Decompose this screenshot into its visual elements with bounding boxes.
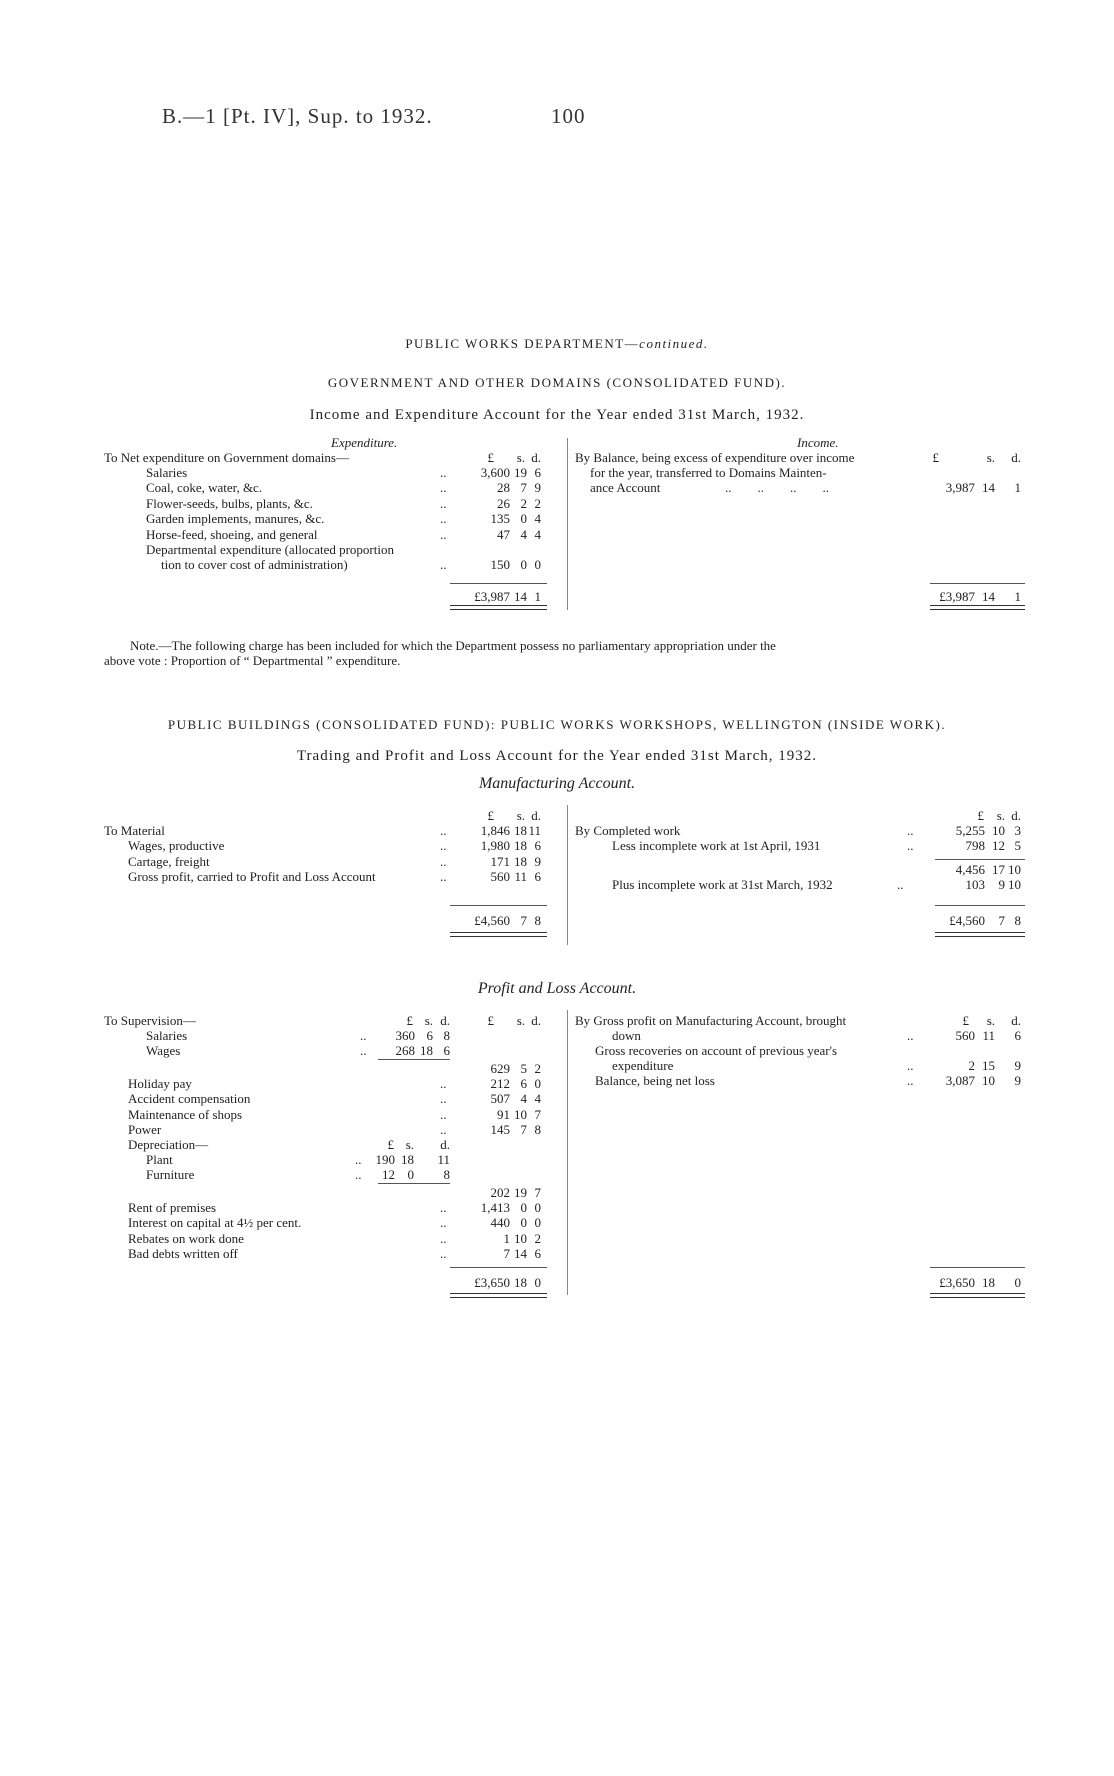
row-label: Wages, productive <box>128 838 225 854</box>
pl-debit-row <box>0 1122 1114 1137</box>
income-heading: Income. <box>797 435 839 450</box>
depreciation-row <box>0 1152 1114 1167</box>
row-label: Interest on capital at 4½ per cent. <box>128 1215 302 1231</box>
row-label: Horse-feed, shoeing, and general <box>146 526 318 542</box>
departmental-line-2: tion to cover cost of administration) <box>161 557 348 572</box>
amount: 2 <box>534 495 541 511</box>
leader-dots: .. <box>355 1167 362 1183</box>
amount: 268 <box>395 1043 415 1059</box>
amount: 18 <box>514 853 527 869</box>
amount: 28 <box>497 480 510 496</box>
amount: 10 <box>514 1106 527 1122</box>
ie-column-headers: £ s. d. £ s. d. <box>487 450 1021 465</box>
amount: 135 <box>490 511 510 527</box>
amount: 0 <box>534 1200 541 1215</box>
depreciation-rule <box>378 1183 450 1184</box>
row-label: Balance, being net loss <box>595 1073 715 1088</box>
row-label: Salaries <box>146 1028 188 1043</box>
amount: 3 <box>1014 823 1021 838</box>
leader-dots: .. <box>440 480 447 496</box>
amount: 6 <box>443 1043 450 1059</box>
income-total-double-rule <box>930 605 1025 610</box>
row-label: expenditure <box>612 1058 674 1073</box>
expenditure-intro: To Net expenditure on Government domains— <box>104 450 349 465</box>
amount: 4 <box>534 526 541 542</box>
amount: 47 <box>497 526 510 542</box>
amount: 6 <box>534 1246 541 1262</box>
row-label: Less incomplete work at 1st April, 1931 <box>612 838 821 854</box>
mfg-column-headers: £ s. d. £ s. d. <box>487 808 1021 823</box>
income-row: ance Account .. .. .. .. 3,987 14 1 <box>590 480 1021 495</box>
amount: 798 <box>965 838 985 854</box>
amount: 7 <box>534 1106 541 1122</box>
row-label: Salaries <box>146 465 188 480</box>
leader-dots: .. <box>440 465 447 480</box>
income-line-2: for the year, transferred to Domains Mainten- <box>590 465 827 480</box>
mfg-credit-row <box>0 823 1114 838</box>
amount: 15 <box>982 1058 995 1073</box>
pl-debit-row <box>0 1091 1114 1106</box>
amount: 18 <box>420 1043 433 1059</box>
leader-dots: .. <box>440 1230 447 1246</box>
pl-debit-row <box>0 1200 1114 1215</box>
expenditure-total-double-rule <box>450 605 547 610</box>
row-label: Furniture <box>146 1167 195 1183</box>
income-total-rule <box>930 583 1025 584</box>
leader-dots: .. <box>355 1152 362 1167</box>
domains-title: GOVERNMENT AND OTHER DOMAINS (CONSOLIDATED FUND). <box>327 375 787 390</box>
amount: 1 <box>503 1230 510 1246</box>
amount: 2 <box>534 1230 541 1246</box>
row-label: Wages <box>146 1043 181 1059</box>
amount: 3,600 <box>480 465 510 480</box>
pl-credit-total-rule <box>930 1267 1025 1268</box>
expenditure-total-rule <box>450 583 547 584</box>
expenditure-row <box>0 527 1114 542</box>
mfg-credit-subtotal: 4,456 17 10 <box>955 862 1021 877</box>
amount: 4 <box>520 526 527 542</box>
leader-dots: .. <box>440 495 447 511</box>
row-label: By Gross profit on Manufacturing Account, brought <box>575 1013 847 1028</box>
leader-dots: .. <box>440 1215 447 1231</box>
amount: 4 <box>520 1091 527 1107</box>
profit-loss-heading: Profit and Loss Account. <box>477 980 637 997</box>
mfg-credit-total-rule <box>935 905 1025 906</box>
pl-credit-row-line2 <box>0 1028 1114 1043</box>
amount: 360 <box>395 1028 415 1043</box>
row-label: Coal, coke, water, &c. <box>146 480 263 496</box>
pl-column-headers: To Supervision— £ s. d. £ s. d. £ s. d. <box>104 1013 1021 1028</box>
pl-debit-total: £3,650 18 0 <box>474 1275 541 1290</box>
amount: 560 <box>490 869 510 885</box>
leader-dots: .. <box>907 823 914 838</box>
department-title: PUBLIC WORKS DEPARTMENT—continued. <box>405 336 709 351</box>
amount: 5 <box>1014 838 1021 854</box>
row-label: To Material <box>104 823 165 838</box>
row-label: Accident compensation <box>128 1091 251 1107</box>
amount: 2 <box>520 495 527 511</box>
mfg-credit-double-rule <box>935 932 1025 937</box>
row-label: Plant <box>146 1152 173 1167</box>
amount: 18 <box>514 823 527 838</box>
amount: 0 <box>534 1076 541 1091</box>
row-label: Flower-seeds, bulbs, plants, &c. <box>146 495 313 511</box>
row-label: down <box>612 1028 641 1043</box>
leader-dots: .. <box>440 1122 447 1138</box>
mfg-credit-total: £4,560 7 8 <box>949 913 1021 928</box>
mfg-credit-row <box>0 838 1114 853</box>
amount: 0 <box>520 1215 527 1231</box>
mfg-debit-total: £4,560 7 8 <box>474 913 541 928</box>
leader-dots: .. <box>907 1058 914 1073</box>
leader-dots: .. <box>907 838 914 854</box>
leader-dots: .. <box>440 1091 447 1107</box>
mfg-credit-sub-rule <box>935 859 1025 860</box>
leader-dots: .. <box>440 869 447 885</box>
leader-dots: .. <box>360 1043 367 1059</box>
leader-dots: .. <box>440 511 447 527</box>
amount: 9 <box>1014 1073 1021 1088</box>
amount: 6 <box>534 869 541 885</box>
pl-debit-row <box>0 1107 1114 1122</box>
amount: 11 <box>514 869 527 885</box>
amount: 18 <box>401 1152 414 1167</box>
amount: 18 <box>514 838 527 854</box>
depreciation-total: 202 19 7 <box>490 1185 541 1200</box>
amount: 26 <box>497 495 510 511</box>
amount: 0 <box>407 1167 414 1183</box>
income-line-1: By Balance, being excess of expenditure over income <box>575 450 855 465</box>
departmental-amount: .. 150 0 0 <box>440 557 541 572</box>
amount: 10 <box>992 823 1005 838</box>
expenditure-row <box>0 465 1114 480</box>
pl-credit-double-rule <box>930 1293 1025 1298</box>
amount: 1,846 <box>480 823 510 838</box>
leader-dots: .. <box>440 823 447 838</box>
amount: 11 <box>528 823 541 838</box>
amount: 2 <box>968 1058 975 1073</box>
pl-debit-row <box>0 1215 1114 1230</box>
leader-dots: .. <box>440 838 447 854</box>
row-label: Cartage, freight <box>128 853 210 869</box>
amount: 5,255 <box>955 823 985 838</box>
supervision-total: 629 5 2 <box>490 1061 541 1076</box>
amount: 6 <box>534 465 541 480</box>
amount: 4 <box>534 1091 541 1107</box>
amount: 8 <box>534 1122 541 1138</box>
row-label: Bad debts written off <box>128 1246 238 1262</box>
amount: 14 <box>514 1246 527 1262</box>
amount: 6 <box>534 838 541 854</box>
expenditure-heading: Expenditure. <box>331 435 398 450</box>
manufacturing-heading: Manufacturing Account. <box>478 775 636 792</box>
amount: 11 <box>437 1152 450 1167</box>
public-buildings-title: PUBLIC BUILDINGS (CONSOLIDATED FUND): PUBLIC WORKS WORKSHOPS, WELLINGTON (INSIDE WORK). <box>167 717 947 732</box>
leader-dots: .. <box>360 1028 367 1043</box>
amount: 6 <box>1014 1028 1021 1043</box>
amount: 0 <box>520 511 527 527</box>
amount: 4 <box>534 511 541 527</box>
row-label: Holiday pay <box>128 1076 192 1091</box>
pl-credit-row-line2 <box>0 1058 1114 1073</box>
amount: 1,413 <box>480 1200 510 1215</box>
pl-debit-row <box>0 1246 1114 1261</box>
amount: 10 <box>514 1230 527 1246</box>
leader-dots: .. <box>440 853 447 869</box>
amount: 9 <box>534 480 541 496</box>
row-label: Gross profit, carried to Profit and Loss Account <box>128 869 376 885</box>
expenditure-total: £3,987 14 1 <box>474 589 541 604</box>
trading-account-title: Trading and Profit and Loss Account for the Year ended 31st March, 1932. <box>296 748 818 764</box>
amount: 145 <box>490 1122 510 1138</box>
amount: 91 <box>497 1106 510 1122</box>
leader-dots: .. <box>907 1028 914 1043</box>
amount: 7 <box>520 480 527 496</box>
leader-dots: .. <box>440 1076 447 1091</box>
pl-debit-total-rule <box>450 1267 547 1268</box>
leader-dots: .. <box>440 1200 447 1215</box>
leader-dots: .. <box>440 526 447 542</box>
depreciation-row <box>0 1167 1114 1182</box>
page-number: 100 <box>551 104 586 128</box>
amount: 19 <box>514 465 527 480</box>
amount: 560 <box>955 1028 975 1043</box>
income-expenditure-title: Income and Expenditure Account for the Year ended 31st March, 1932. <box>309 407 805 423</box>
mfg-credit-plus: Plus incomplete work at 31st March, 1932 .. 103 9 10 <box>612 877 1021 892</box>
amount: 11 <box>982 1028 995 1043</box>
pl-debit-double-rule <box>450 1293 547 1298</box>
amount: 9 <box>534 853 541 869</box>
amount: 440 <box>490 1215 510 1231</box>
income-total: £3,987 14 1 <box>939 589 1021 604</box>
amount: 9 <box>1014 1058 1021 1073</box>
amount: 190 <box>375 1152 395 1167</box>
amount: 8 <box>443 1167 450 1183</box>
departmental-line-1: Departmental expenditure (allocated proportion <box>146 542 394 557</box>
expenditure-row <box>0 496 1114 511</box>
row-label: Gross recoveries on account of previous year's <box>595 1043 838 1058</box>
pl-credit-row-line1 <box>0 1043 1114 1058</box>
amount: 7 <box>503 1246 510 1262</box>
amount: 3,087 <box>945 1073 975 1088</box>
amount: 12 <box>992 838 1005 854</box>
pl-debit-row <box>0 1231 1114 1246</box>
leader-dots: .. <box>907 1073 914 1088</box>
row-label: By Completed work <box>575 823 681 838</box>
row-label: Rebates on work done <box>128 1230 244 1246</box>
amount: 507 <box>490 1091 510 1107</box>
row-label: Maintenance of shops <box>128 1106 243 1122</box>
amount: 0 <box>520 1200 527 1215</box>
leader-dots: .. <box>440 1246 447 1262</box>
document-reference: B.—1 [Pt. IV], Sup. to 1932. <box>162 104 433 128</box>
amount: 7 <box>520 1122 527 1138</box>
note-line-2: above vote : Proportion of “ Departmental ” expenditure. <box>104 653 401 668</box>
row-label: Rent of premises <box>128 1200 217 1215</box>
amount: 8 <box>443 1028 450 1043</box>
mfg-debit-double-rule <box>450 932 547 937</box>
amount: 0 <box>534 1215 541 1231</box>
depreciation-header: Depreciation— £ s. d. <box>128 1137 450 1152</box>
pl-credit-row-line1 <box>0 1073 1114 1088</box>
row-label: Power <box>128 1122 162 1138</box>
amount: 6 <box>426 1028 433 1043</box>
amount: 171 <box>490 853 510 869</box>
amount: 10 <box>982 1073 995 1088</box>
mfg-debit-total-rule <box>450 905 547 906</box>
pl-credit-row-line1 <box>0 1013 1114 1028</box>
leader-dots: .. <box>440 1106 447 1122</box>
amount: 1,980 <box>480 838 510 854</box>
expenditure-row <box>0 511 1114 526</box>
amount: 212 <box>490 1076 510 1091</box>
amount: 12 <box>382 1167 395 1183</box>
note-line-1: Note.—The following charge has been included for which the Department possess no parliamentary appropriation under the <box>130 638 776 653</box>
amount: 6 <box>520 1076 527 1091</box>
pl-credit-total: £3,650 18 0 <box>939 1275 1021 1290</box>
row-label: Garden implements, manures, &c. <box>146 511 325 527</box>
